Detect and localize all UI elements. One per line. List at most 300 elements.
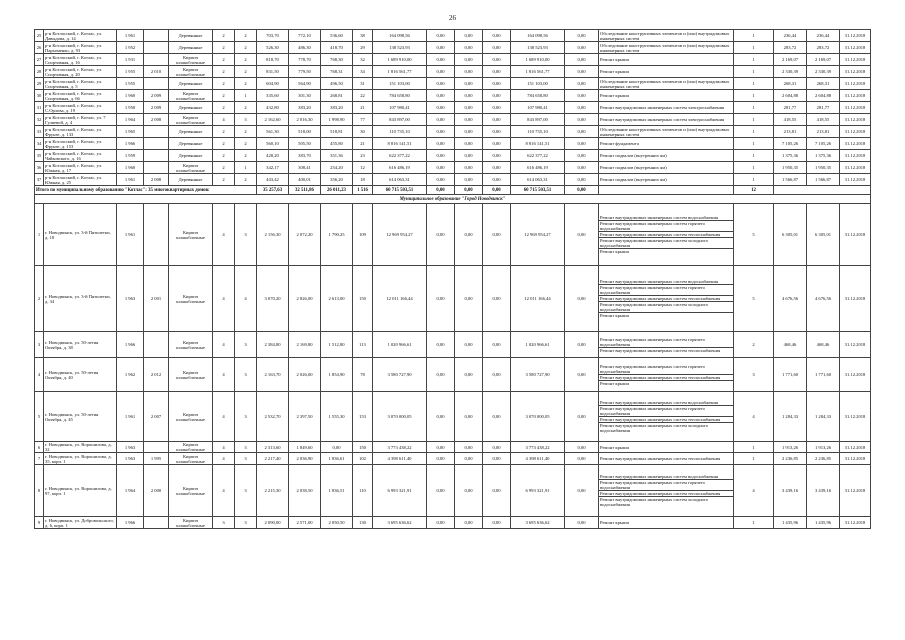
cell-n: 29 xyxy=(35,78,44,90)
cell-c2: 0,00 xyxy=(427,465,455,517)
cell-lv: 2 026,00 xyxy=(289,358,321,392)
cell-c6: 0,00 xyxy=(565,442,599,453)
cell-s1: 7 105,26 xyxy=(774,138,807,150)
cell-y2: 2 008 xyxy=(144,174,169,186)
cell-c4: 0,00 xyxy=(483,42,511,54)
cell-date: 31.12.2018 xyxy=(840,42,871,54)
cell-mat: Кирпич шлакоблочные xyxy=(169,453,213,465)
cell-lvl: 496,50 xyxy=(321,78,353,90)
cell-works xyxy=(599,266,734,332)
cell-cost: 4 398 611,40 xyxy=(373,453,427,465)
cell-c6: 0,00 xyxy=(565,30,599,42)
cell-area: 2 090,00 xyxy=(257,517,289,529)
cell-y2 xyxy=(144,332,169,358)
total-lv: 32 511,86 xyxy=(289,186,321,195)
cell-area: 2 163,70 xyxy=(257,358,289,392)
work-item: Ремонт крыши xyxy=(600,57,629,62)
cell-area: 2 217,40 xyxy=(257,453,289,465)
cell-mat: Кирпич шлакоблочные xyxy=(169,517,213,529)
cell-c4: 0,00 xyxy=(483,138,511,150)
cell-s1: 1 284,33 xyxy=(774,392,807,442)
cell-date: 31.12.2018 xyxy=(840,138,871,150)
cell-c2: 0,00 xyxy=(427,150,455,162)
cell-lvl: 1 790,25 xyxy=(321,204,353,266)
cell-en: 3 xyxy=(235,204,257,266)
cell-cost: 843 897,00 xyxy=(373,114,427,126)
cell-date: 31.12.2018 xyxy=(840,102,871,114)
cell-c6: 0,00 xyxy=(565,42,599,54)
cell-cnt: 1 xyxy=(734,517,774,529)
cell-c5: 138 523,93 xyxy=(511,42,565,54)
cell-cnt: 1 xyxy=(734,174,774,186)
cell-cnt: 1 xyxy=(734,54,774,66)
cell-addr: р-н Котласский, г. Котлас, ул. Спортивная, д. 16 xyxy=(44,54,117,66)
work-item: Ремонт внутридомовых инженерных систем холодного водоснабжения xyxy=(600,497,709,507)
table-row xyxy=(35,150,871,162)
cell-area: 2 162,60 xyxy=(257,114,289,126)
cell-c5: 3 773 438,22 xyxy=(511,442,565,453)
cell-lvl: 1 854,90 xyxy=(321,358,353,392)
cell-s2: 1 950,35 xyxy=(807,162,840,174)
cell-s1: 283,72 xyxy=(774,42,807,54)
cell-mat: Кирпич шлакоблочные xyxy=(169,162,213,174)
cell-c6: 0,00 xyxy=(565,114,599,126)
cell-date: 31.12.2018 xyxy=(840,392,871,442)
cell-c3: 0,00 xyxy=(455,78,483,90)
work-item: Ремонт внутридомовых инженерных систем горячего водоснабжения xyxy=(599,364,733,375)
cell-cnt: 5 xyxy=(734,266,774,332)
cell-cost: 784 658,80 xyxy=(373,90,427,102)
cell-c4: 0,00 xyxy=(483,54,511,66)
cell-cost: 1 689 910,00 xyxy=(373,54,427,66)
cell-c2: 0,00 xyxy=(427,42,455,54)
cell-c5: 12 969 954,27 xyxy=(511,204,565,266)
cell-fl: 2 xyxy=(213,162,235,174)
cell-en: 3 xyxy=(235,453,257,465)
cell-date: 31.12.2018 xyxy=(840,162,871,174)
cell-lvl: 455,80 xyxy=(321,138,353,150)
cell-works xyxy=(599,90,734,102)
cell-mat: Деревянные xyxy=(169,78,213,90)
cell-lv: 1 849,60 xyxy=(289,442,321,453)
cell-c6: 0,00 xyxy=(565,465,599,517)
cell-c5: 12 011 166,44 xyxy=(511,266,565,332)
cell-en: 1 xyxy=(235,90,257,102)
work-item: Ремонт внутридомовых инженерных систем водоснабжения xyxy=(599,400,733,406)
cell-en: 2 xyxy=(235,66,257,78)
cell-date: 31.12.2018 xyxy=(840,78,871,90)
cell-lvl: 268,81 xyxy=(321,90,353,102)
work-item: Ремонт крыши xyxy=(600,69,629,74)
cell-c5: 1 020 966,61 xyxy=(511,332,565,358)
cell-c2: 0,00 xyxy=(427,54,455,66)
cell-fl: 2 xyxy=(213,90,235,102)
cell-mat: Кирпич шлакоблочные xyxy=(169,54,213,66)
cell-pp: 78 xyxy=(353,358,373,392)
total-empty xyxy=(774,186,871,195)
cell-s1: 2 236,85 xyxy=(774,453,807,465)
cell-y2: 2 009 xyxy=(144,102,169,114)
cell-works xyxy=(599,66,734,78)
total-c3: 0,00 xyxy=(455,186,483,195)
cell-addr: р-н Котласский, г. Котлас, ул. Спортивная, д. 20 xyxy=(44,66,117,78)
cell-area: 2 156,30 xyxy=(257,204,289,266)
cell-addr: р-н Котласский, г. Котлас, ул. Фрунзе, д. 133 xyxy=(44,126,117,138)
cell-y2 xyxy=(144,162,169,174)
cell-mat: Кирпич шлакоблочные xyxy=(169,266,213,332)
cell-works xyxy=(599,78,734,90)
work-item: Ремонт внутридомовых инженерных систем горячего водоснабжения xyxy=(599,406,733,417)
cell-c3: 0,00 xyxy=(455,442,483,453)
work-item: Ремонт внутридомовых инженерных систем холодного водоснабжения xyxy=(599,302,733,313)
cell-year: 1 961 xyxy=(117,174,144,186)
cell-cnt: 4 xyxy=(734,392,774,442)
cell-lvl: 1 555,30 xyxy=(321,392,353,442)
cell-pp: 150 xyxy=(353,442,373,453)
cell-s1: 1 913,26 xyxy=(774,442,807,453)
table-row xyxy=(35,66,871,78)
cell-lvl: 536,60 xyxy=(321,30,353,42)
cell-y2: 2 007 xyxy=(144,392,169,442)
cell-c3: 0,00 xyxy=(455,266,483,332)
cell-addr: р-н Котласский, г. Котлас, ул. Спортивная, д. 5 xyxy=(44,78,117,90)
cell-n: 5 xyxy=(35,392,44,442)
cell-s1: 1 771,60 xyxy=(774,358,807,392)
table-row xyxy=(35,392,871,442)
cell-cost: 138 523,93 xyxy=(373,42,427,54)
cell-pp: 30 xyxy=(353,126,373,138)
cell-c5: 622 377,22 xyxy=(511,150,565,162)
cell-c3: 0,00 xyxy=(455,517,483,529)
cell-cnt: 1 xyxy=(734,78,774,90)
cell-c3: 0,00 xyxy=(455,204,483,266)
cell-lv: 301,30 xyxy=(289,90,321,102)
cell-lvl: 1 512,80 xyxy=(321,332,353,358)
cell-n: 31 xyxy=(35,102,44,114)
cell-s1: 236,44 xyxy=(774,30,807,42)
cell-fl: 2 xyxy=(213,66,235,78)
cell-y2 xyxy=(144,517,169,529)
cell-pp: 29 xyxy=(353,42,373,54)
cell-fl: 4 xyxy=(213,332,235,358)
cell-addr: г. Новодвинск, ул. 50-летия Октября, д. 45 xyxy=(44,392,117,442)
work-item: Ремонт внутридомовых инженерных систем горячего водоснабжения xyxy=(599,285,733,296)
cell-en: 2 xyxy=(235,42,257,54)
cell-lvl: 418,70 xyxy=(321,42,353,54)
cell-cost: 8 816 141,51 xyxy=(373,138,427,150)
cell-c6: 0,00 xyxy=(565,102,599,114)
cell-en: 2 xyxy=(235,54,257,66)
work-item: Обследование конструктивных элементов и (или) внутридомовых инженерных систем xyxy=(600,78,730,89)
cell-s1: 2 604,88 xyxy=(774,90,807,102)
cell-cost: 107 980,41 xyxy=(373,102,427,114)
cell-c6: 0,00 xyxy=(565,332,599,358)
cell-en: 3 xyxy=(235,332,257,358)
work-item: Ремонт подвалов (внутренних ям) xyxy=(600,177,667,182)
capital-repair-table xyxy=(34,29,871,529)
cell-date: 31.12.2018 xyxy=(840,266,871,332)
cell-n: 1 xyxy=(35,204,44,266)
cell-area: 2 532,70 xyxy=(257,392,289,442)
cell-c2: 0,00 xyxy=(427,114,455,126)
cell-area: 335,60 xyxy=(257,90,289,102)
cell-fl: 3 xyxy=(213,517,235,529)
work-item: Ремонт крыши xyxy=(600,313,629,318)
cell-en: 4 xyxy=(235,266,257,332)
cell-c3: 0,00 xyxy=(455,102,483,114)
cell-cnt: 1 xyxy=(734,30,774,42)
cell-lvl: 1 998,90 xyxy=(321,114,353,126)
cell-area: 443,42 xyxy=(257,174,289,186)
cell-fl: 4 xyxy=(213,204,235,266)
cell-s2: 468,46 xyxy=(807,332,840,358)
cell-pp: 21 xyxy=(353,138,373,150)
cell-addr: р-н Котласский, г. Котлас, ул. Давыдова, д. 14 xyxy=(44,30,117,42)
cell-cost: 3 070 000,05 xyxy=(373,392,427,442)
cell-c5: 110 735,10 xyxy=(511,126,565,138)
cell-date: 31.12.2018 xyxy=(840,126,871,138)
cell-c4: 0,00 xyxy=(483,90,511,102)
table-row xyxy=(35,332,871,358)
cell-s1: 2 169,07 xyxy=(774,54,807,66)
cell-date: 31.12.2018 xyxy=(840,174,871,186)
work-item: Ремонт внутридомовых инженерных систем теплоснабжения xyxy=(599,375,733,381)
cell-cnt: 1 xyxy=(734,126,774,138)
total-pp: 1 516 xyxy=(353,186,373,195)
cell-y2 xyxy=(144,42,169,54)
cell-date: 31.12.2018 xyxy=(840,453,871,465)
cell-y2 xyxy=(144,54,169,66)
cell-pp: 23 xyxy=(353,150,373,162)
cell-s1: 268,31 xyxy=(774,78,807,90)
work-item: Ремонт крыши xyxy=(600,93,629,98)
work-item: Ремонт крыши xyxy=(600,380,629,386)
cell-cnt: 3 xyxy=(734,358,774,392)
work-item: Ремонт внутридомовых инженерных систем водоснабжения xyxy=(599,215,733,221)
table-row xyxy=(35,78,871,90)
cell-cnt: 1 xyxy=(734,162,774,174)
cell-lv: 400,01 xyxy=(289,174,321,186)
cell-year: 1 964 xyxy=(117,465,144,517)
cell-c2: 0,00 xyxy=(427,204,455,266)
cell-s2: 268,31 xyxy=(807,78,840,90)
cell-c3: 0,00 xyxy=(455,138,483,150)
cell-c5: 4 398 611,40 xyxy=(511,453,565,465)
total-c5: 60 715 503,51 xyxy=(511,186,565,195)
cell-date: 31.12.2018 xyxy=(840,90,871,102)
cell-c3: 0,00 xyxy=(455,54,483,66)
cell-s2: 2 604,88 xyxy=(807,90,840,102)
cell-n: 34 xyxy=(35,138,44,150)
cell-fl: 2 xyxy=(213,42,235,54)
cell-year: 1 966 xyxy=(117,332,144,358)
cell-c3: 0,00 xyxy=(455,90,483,102)
cell-s2: 7 105,26 xyxy=(807,138,840,150)
cell-year: 1 955 xyxy=(117,66,144,78)
cell-y2 xyxy=(144,78,169,90)
cell-c4: 0,00 xyxy=(483,204,511,266)
cell-works xyxy=(599,162,734,174)
cell-pp: 18 xyxy=(353,174,373,186)
work-item: Ремонт фундамента xyxy=(600,141,639,146)
cell-c2: 0,00 xyxy=(427,517,455,529)
cell-c3: 0,00 xyxy=(455,150,483,162)
table-row xyxy=(35,442,871,453)
cell-en: 2 xyxy=(235,150,257,162)
cell-mat: Деревянные xyxy=(169,150,213,162)
cell-s2: 1 435,96 xyxy=(807,517,840,529)
cell-pp: 12 xyxy=(353,162,373,174)
cell-en: 2 xyxy=(235,174,257,186)
cell-c2: 0,00 xyxy=(427,126,455,138)
cell-n: 32 xyxy=(35,114,44,126)
cell-cost: 151 103,00 xyxy=(373,78,427,90)
page-number: 26 xyxy=(449,14,456,22)
total-c4: 0,00 xyxy=(483,186,511,195)
work-item: Ремонт подвалов (внутренних ям) xyxy=(600,153,667,158)
cell-mat: Кирпич шлакоблочные xyxy=(169,332,213,358)
cell-addr: г. Новодвинск, ул. Ворошилова, д. 32 xyxy=(44,442,117,453)
cell-lv: 486,30 xyxy=(289,42,321,54)
table-row xyxy=(35,126,871,138)
cell-works xyxy=(599,465,734,517)
cell-date: 31.12.2018 xyxy=(840,114,871,126)
cell-y2 xyxy=(144,150,169,162)
cell-c5: 1 816 561,77 xyxy=(511,66,565,78)
section-title: Муниципальное образование "Город Новодвинск" xyxy=(35,195,871,204)
cell-y2: 2 010 xyxy=(144,66,169,78)
cell-pp: 22 xyxy=(353,90,373,102)
cell-c6: 0,00 xyxy=(565,392,599,442)
cell-c5: 1 689 910,00 xyxy=(511,54,565,66)
cell-year: 1 961 xyxy=(117,204,144,266)
cell-lv: 772,10 xyxy=(289,30,321,42)
cell-lv: 383,70 xyxy=(289,150,321,162)
cell-c6: 0,00 xyxy=(565,126,599,138)
cell-c4: 0,00 xyxy=(483,150,511,162)
cell-works xyxy=(599,102,734,114)
cell-c3: 0,00 xyxy=(455,42,483,54)
cell-n: 36 xyxy=(35,162,44,174)
cell-mat: Деревянные xyxy=(169,126,213,138)
cell-c5: 151 103,00 xyxy=(511,78,565,90)
cell-mat: Деревянные xyxy=(169,42,213,54)
cell-c5: 6 993 321,91 xyxy=(511,465,565,517)
cell-c5: 843 897,00 xyxy=(511,114,565,126)
cell-area: 561,30 xyxy=(257,126,289,138)
cell-c3: 0,00 xyxy=(455,392,483,442)
cell-fl: 4 xyxy=(213,442,235,453)
cell-area: 342,17 xyxy=(257,162,289,174)
cell-lvl: 351,36 xyxy=(321,150,353,162)
cell-works xyxy=(599,453,734,465)
cell-area: 604,90 xyxy=(257,78,289,90)
cell-s2: 283,72 xyxy=(807,42,840,54)
cell-area: 2 384,80 xyxy=(257,332,289,358)
work-item: Ремонт внутридомовых инженерных систем теплоснабжения xyxy=(600,456,721,461)
cell-s2: 3 439,16 xyxy=(807,465,840,517)
total-lvl: 26 011,23 xyxy=(321,186,353,195)
cell-works xyxy=(599,30,734,42)
cell-fl: 4 xyxy=(213,453,235,465)
cell-s2: 213,81 xyxy=(807,126,840,138)
cell-lvl: 0,00 xyxy=(321,442,353,453)
cell-y2: 2 001 xyxy=(144,266,169,332)
cell-addr: г. Новодвинск, ул. 3-й Пятилетки, д. 34 xyxy=(44,266,117,332)
cell-s1: 418,55 xyxy=(774,114,807,126)
cell-date: 31.12.2018 xyxy=(840,150,871,162)
cell-c5: 3 070 000,05 xyxy=(511,392,565,442)
cell-s2: 236,44 xyxy=(807,30,840,42)
work-item: Ремонт крыши xyxy=(600,444,629,450)
cell-pp: 110 xyxy=(353,465,373,517)
cell-c3: 0,00 xyxy=(455,30,483,42)
cell-year: 1 959 xyxy=(117,150,144,162)
cell-y2: 2 012 xyxy=(144,358,169,392)
cell-c3: 0,00 xyxy=(455,66,483,78)
cell-s2: 1 771,60 xyxy=(807,358,840,392)
cell-c2: 0,00 xyxy=(427,102,455,114)
cell-s2: 4 676,56 xyxy=(807,266,840,332)
cell-mat: Кирпич шлакоблочные xyxy=(169,442,213,453)
cell-c4: 0,00 xyxy=(483,114,511,126)
cell-date: 31.12.2018 xyxy=(840,358,871,392)
cell-addr: р-н Котласский, г. Котлас, ул. С.Орлова, д. 19 xyxy=(44,102,117,114)
cell-en: 3 xyxy=(235,392,257,442)
cell-date: 31.12.2018 xyxy=(840,54,871,66)
cell-date: 31.12.2018 xyxy=(840,204,871,266)
cell-en: 2 xyxy=(235,138,257,150)
cell-lv: 2 036,90 xyxy=(289,453,321,465)
cell-s2: 1 913,26 xyxy=(807,442,840,453)
cell-lvl: 254,20 xyxy=(321,162,353,174)
cell-n: 7 xyxy=(35,453,44,465)
cell-pp: 31 xyxy=(353,78,373,90)
cell-mat: Кирпич шлакоблочные xyxy=(169,204,213,266)
cell-year: 1 963 xyxy=(117,266,144,332)
total-c2: 0,00 xyxy=(427,186,455,195)
cell-c6: 0,00 xyxy=(565,162,599,174)
table-row xyxy=(35,114,871,126)
cell-y2 xyxy=(144,30,169,42)
cell-c2: 0,00 xyxy=(427,266,455,332)
table-row xyxy=(35,138,871,150)
cell-cnt: 1 xyxy=(734,453,774,465)
cell-y2 xyxy=(144,138,169,150)
cell-mat: Кирпич шлакоблочные xyxy=(169,114,213,126)
table-row xyxy=(35,102,871,114)
cell-s2: 2 330,39 xyxy=(807,66,840,78)
table-row xyxy=(35,54,871,66)
cell-fl: 4 xyxy=(213,114,235,126)
cell-year: 1 966 xyxy=(117,138,144,150)
cell-addr: р-н Котласский, г. Котлас, ул. Южная, д. 17 xyxy=(44,162,117,174)
cell-works xyxy=(599,114,734,126)
work-item: Ремонт внутридомовых инженерных систем электроснабжения xyxy=(600,117,725,122)
cell-addr: г. Новодвинск, ул. 50-летия Октября, д. 38 xyxy=(44,332,117,358)
table-row xyxy=(35,453,871,465)
cell-fl: 2 xyxy=(213,78,235,90)
cell-addr: г. Новодвинск, ул. Ворошилова, д. 97, корп. 1 xyxy=(44,465,117,517)
cell-year: 1 963 xyxy=(117,442,144,453)
cell-date: 31.12.2018 xyxy=(840,465,871,517)
table-row xyxy=(35,174,871,186)
cell-c3: 0,00 xyxy=(455,332,483,358)
cell-lv: 779,50 xyxy=(289,66,321,78)
total-row xyxy=(35,186,871,195)
cell-mat: Кирпич шлакоблочные xyxy=(169,66,213,78)
cell-cnt: 5 xyxy=(734,204,774,266)
